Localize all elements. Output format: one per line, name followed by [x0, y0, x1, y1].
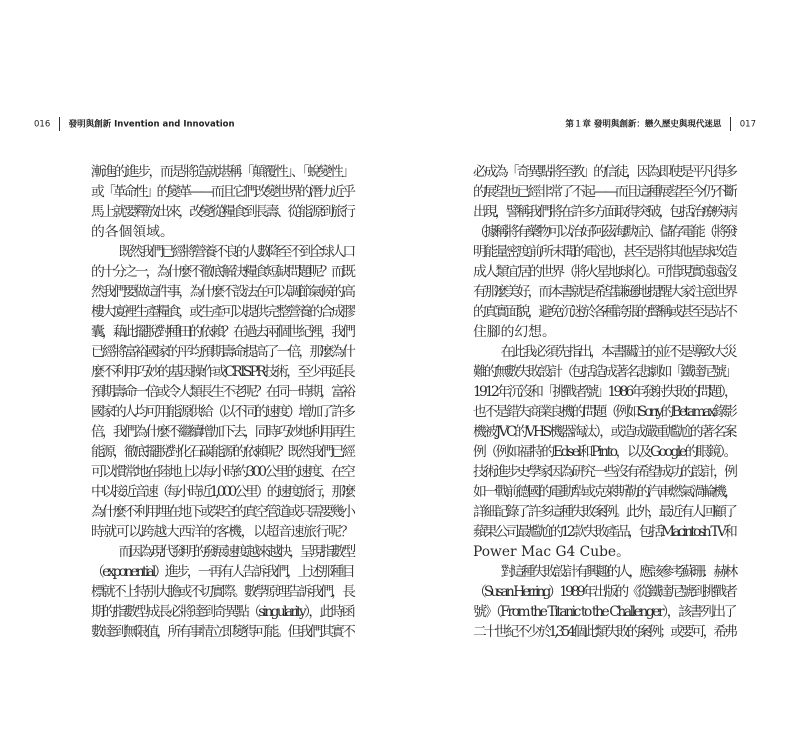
text-line: 對這種失敗設計有興趣的人，應該參考蘇珊．赫林	[500, 564, 735, 580]
text-line: 如一戰前德國的電動犁或克萊斯勒的汽車燃氣渦輪機，	[473, 484, 735, 500]
text-line: 可以慣常地在陸地上以每小時約300公里的速度、在空	[91, 464, 353, 480]
text-line: 二十世紀不少於1,354個此類失敗的案例；或要可，希弗	[473, 624, 735, 640]
text-line: 蘋果公司最尷尬的12款失敗產品，包括Macintosh TV和	[473, 524, 735, 540]
right-page-body	[473, 162, 735, 642]
header-divider	[59, 117, 60, 131]
text-line: 麼不利用巧妙的基因操作或CRISPR技術，至少再延長	[91, 364, 353, 380]
text-line: 樓大廈裡生產糧食，或生產可以提供完整營養的合成膠	[91, 304, 353, 320]
text-line: 1912年沉沒和「挑戰者號」1986年發射失敗的問題），	[473, 384, 735, 400]
right-page-number: 017	[739, 119, 756, 130]
text-line: 有那麼美好，而本書就是希望謙遜地提醒大家注意世界	[473, 284, 735, 300]
text-line: 預期壽命一倍或令人類長生不老呢？在同一時期，富裕	[91, 384, 353, 400]
text-line: 能源，徹底擺脫對化石碳能源的依賴呢？既然我們已經	[91, 444, 353, 460]
text-line: 為什麼不利用埋在地下或架空的真空管道或只需要幾小	[91, 504, 353, 520]
text-line: 期的指數型成長必將達到奇異點（singularity），此時函	[91, 604, 353, 620]
text-line: 時就可以跨越大西洋的客機，以超音速旅行呢？	[91, 524, 353, 540]
text-line: 倍，我們為什麼不繼續增加下去，同時巧妙地利用再生	[91, 424, 353, 440]
text-line: Power Mac G4 Cube。	[473, 544, 630, 560]
text-line: 已經將富裕國家的平均預期壽命提高了一倍，那麼為什	[91, 344, 353, 360]
text-line: 囊，藉此擺脫對種田的依賴？在過去兩個世紀裡，我們	[91, 324, 353, 340]
text-line: 然我們要做這件事，為什麼不設法在可以調節氣候的高	[91, 284, 353, 300]
left-page-body	[91, 162, 353, 642]
right-running-header	[565, 117, 756, 135]
text-line: 的各個領域。	[91, 224, 174, 240]
left-header-title: 發明與創新 Invention and Innovation	[68, 119, 235, 130]
text-line: 既然我們已經將營養不良的人數降至不到全球人口	[118, 244, 353, 260]
text-line: 明能量密度前所未聞的電池），甚至是將其他星球改造	[473, 244, 735, 260]
text-line: 詳細記錄了許多這種失敗案例。此外，最近有人回顧了	[473, 504, 735, 520]
text-line: （exponential）進步，一再有人告訴我們，上述那種目	[91, 564, 353, 580]
text-line: 技術進步史學家因為研究一些沒有希望成功的設計，例	[473, 464, 735, 480]
text-line: 成人類宜居的世界（將火星地球化）。可惜現實遠遠沒	[473, 264, 735, 280]
text-line: 的十分之一，為什麼不徹底解決糧食短缺問題呢？而既	[91, 264, 353, 280]
text-line: 數達到無限值，所有事情立即變得可能。但我們其實不	[91, 624, 353, 640]
left-running-header	[34, 117, 235, 135]
text-line: 國家的人均可用能源供給（以不同的速度）增加了許多	[91, 404, 353, 420]
text-line: 例（例如福特的Edsel和Pinto，以及Google的眼鏡）。	[473, 444, 735, 460]
text-line: 難的無數失敗設計（包括造成著名悲劇如「鐵達尼號」	[473, 364, 735, 380]
text-line: 也不是錯失商業良機的問題（例如Sony的Betamax錄影	[473, 404, 735, 420]
header-divider	[730, 117, 731, 131]
text-line: 的展望也已經非常了不起——而且這種展望至今仍不斷	[473, 184, 735, 200]
text-line: （Susan Herring）1989年出版的《從鐵達尼號到挑戰者	[473, 584, 735, 600]
text-line: 馬上就要釋放出來，改變從糧食到長壽、從能源到旅行	[91, 204, 353, 220]
text-line: 中以接近音速（每小時近1,000公里）的速度旅行，那麼	[91, 484, 353, 500]
right-header-title: 第１章 發明與創新：戀久歷史與現代迷思	[565, 119, 722, 130]
text-line: 漸進的進步，而是將造就堪稱「顛覆性」、「蛻變性」	[91, 164, 353, 180]
text-line: 標就不上特別大膽或不切實際。數學原理告訴我們，長	[91, 584, 353, 600]
text-line: 的真實面貌，避免沉迷於各種誇張的聲稱或甚至是站不	[473, 304, 735, 320]
text-line: 出現，譬稱我們將在許多方面取得突破，包括治療疾病	[473, 204, 735, 220]
text-line: 而因為現代發明的發展速度越來越快，呈現指數型	[118, 544, 353, 560]
left-page-number: 016	[34, 119, 51, 130]
text-line: 住腳的幻想。	[473, 324, 556, 340]
text-line: 必成為「奇異點將至教」的信徒，因為即使是平凡得多	[473, 164, 735, 180]
text-line: 在此我必須先指出，本書關注的並不是導致大災	[500, 344, 735, 360]
text-line: 或「革命性」的變革——而且它們改變世界的潛力近乎	[91, 184, 353, 200]
text-line: 機被JVC的VHS機器淘汰），或造成嚴重尷尬的著名案	[473, 424, 735, 440]
text-line: 號》（From the Titanic to the Challenger），該書列出了	[473, 604, 735, 620]
text-line: （據稱將有藥物可以治好阿茲海默症）、儲存電能（將發	[473, 224, 735, 240]
